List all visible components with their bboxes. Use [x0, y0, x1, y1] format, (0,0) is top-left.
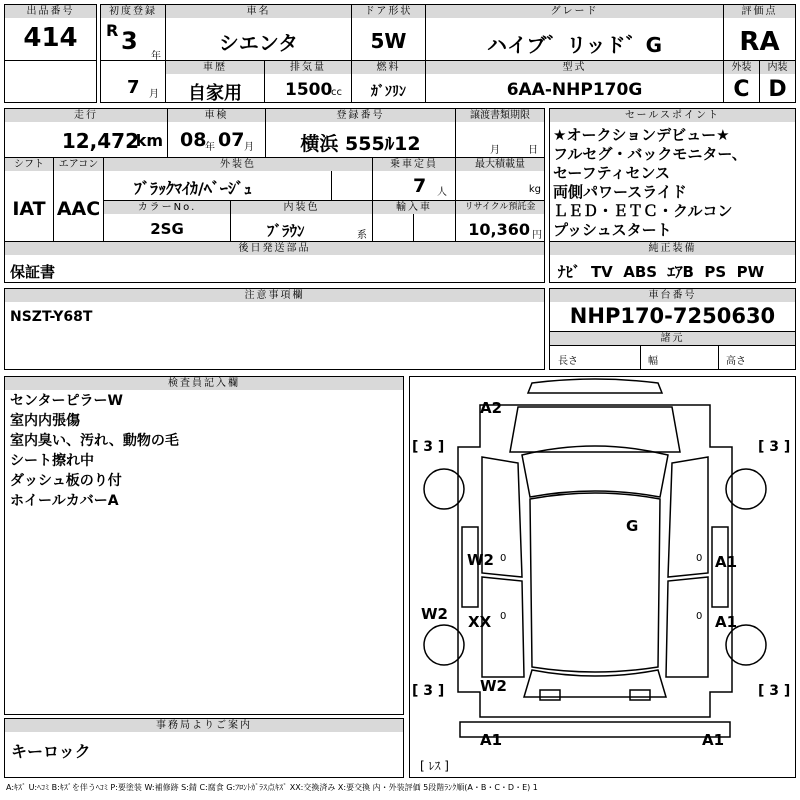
damage-W2-pillar: W2 — [421, 605, 448, 623]
import-label: 輸入車 — [373, 201, 455, 214]
transfer-month: 月 — [490, 145, 500, 156]
recycle-unit: 円 — [532, 230, 542, 241]
wheel-count-rr: [ 3 ] — [758, 683, 791, 699]
inspector-line: ホイールカバーA — [10, 493, 119, 509]
displacement: 1500 — [285, 80, 333, 100]
lot-number: 414 — [23, 23, 78, 53]
dim-height: 高さ — [726, 356, 746, 367]
sales-line: ★オークションデビュー★ — [553, 126, 730, 144]
dims-sep-2 — [718, 345, 719, 370]
era: R — [106, 21, 119, 40]
load-label: 最大積載量 — [456, 158, 544, 171]
roof — [530, 493, 660, 672]
office-text: キーロック — [11, 742, 91, 761]
interior-suffix: 系 — [357, 230, 367, 241]
score: RA — [739, 27, 780, 57]
car-outline — [410, 377, 795, 777]
registration-number: 横浜 555ﾙ12 — [300, 133, 421, 155]
windshield — [522, 446, 668, 497]
lot-cell — [4, 4, 97, 61]
sales-line: プッシュスタート — [553, 221, 672, 239]
load-cell — [455, 157, 545, 201]
inspector-line: 室内内張傷 — [10, 413, 80, 429]
chassis-label: 車台番号 — [550, 289, 795, 302]
month-unit: 月 — [149, 89, 159, 100]
insp-month: 07 — [218, 129, 245, 151]
capacity-unit: 人 — [437, 187, 447, 198]
fuel-cell — [351, 60, 426, 103]
mileage-label: 走行 — [5, 109, 167, 122]
color-label: 外装色 — [104, 158, 372, 171]
lot-blank — [4, 60, 97, 103]
ac-label: エアコン — [54, 158, 103, 171]
chassis-box — [549, 288, 796, 370]
door-marker: 0 — [696, 553, 703, 564]
history: 自家用 — [188, 83, 242, 103]
score-label: 評価点 — [724, 5, 795, 18]
capacity-cell — [372, 157, 456, 201]
car-name-cell — [165, 4, 352, 61]
mileage: 12,472 — [61, 129, 139, 153]
wheel-count-fr: [ 3 ] — [758, 439, 791, 455]
rear-window — [524, 670, 666, 697]
transfer-day: 日 — [528, 145, 538, 156]
notes-text: NSZT-Y68T — [10, 309, 93, 325]
exterior-grade: C — [733, 77, 750, 102]
damage-diagram — [409, 376, 796, 778]
recycle-label: リサイクル預託金 — [456, 201, 544, 214]
sales-line: フルセグ・バックモニター、 — [553, 145, 747, 163]
chassis-number: NHP170-7250630 — [569, 304, 776, 328]
damage-A2: A2 — [480, 399, 503, 417]
notes-box — [4, 288, 545, 370]
later-parts-cell — [4, 241, 545, 283]
office-box — [4, 718, 404, 778]
damage-G: G — [626, 517, 639, 535]
damage-W2-left-door: W2 — [467, 551, 494, 569]
damage-A1-right-rear: A1 — [715, 613, 738, 631]
model: 6AA-NHP170G — [506, 80, 643, 100]
inspector-line: センターピラーW — [10, 393, 123, 409]
sales-point-box — [549, 108, 796, 242]
dims-sep-1 — [640, 345, 641, 370]
ext-label: 外装 — [724, 61, 759, 74]
color-divider — [331, 171, 332, 201]
fuel: ｶﾞｿﾘﾝ — [371, 84, 406, 100]
mileage-cell — [4, 108, 168, 158]
inspector-line: ダッシュ板のり付 — [10, 473, 122, 489]
later-parts: 保証書 — [10, 263, 56, 281]
history-label: 車歴 — [166, 61, 264, 74]
body-color: ﾌﾞﾗｯｸﾏｲｶ/ﾍﾞｰｼﾞｭ — [134, 179, 252, 198]
interior-grade: D — [768, 77, 787, 102]
legend: A:ｷｽﾞ U:ﾍｺﾐ B:ｷｽﾞを伴うﾍｺﾐ P:要塗装 W:補修跡 S:錆 C:腐食 G:ﾌﾛﾝﾄｶﾞﾗｽ点ｷｽﾞ XX:交換済み X:要交換 内・外装評価 5段階ﾗﾝｸ順(A・B・C・D・E) 1 — [6, 783, 538, 792]
aircon: AAC — [56, 198, 101, 220]
history-cell — [165, 60, 265, 103]
sales-line: ＬＥＤ・ＥＴＣ・クルコン — [553, 202, 733, 220]
sales-line: セーフティセンス — [553, 164, 671, 182]
wheel-count-rl: [ 3 ] — [412, 683, 445, 699]
sales-label: セールスポイント — [550, 109, 795, 122]
recycle-fee: 10,360 — [468, 220, 530, 239]
interior-color-label: 内装色 — [231, 201, 372, 214]
car-name-label: 車名 — [166, 5, 351, 18]
model-label: 型式 — [426, 61, 723, 74]
displacement-cell — [264, 60, 352, 103]
equip-label: 純正装備 — [550, 242, 795, 255]
spare-tire: [ ﾚｽ ] — [420, 759, 449, 773]
capacity: 7 — [413, 175, 427, 197]
inspector-line: シート擦れ中 — [10, 453, 94, 469]
colorno-cell — [103, 200, 231, 242]
reg-year: 3 — [121, 27, 138, 55]
insp-month-unit: 月 — [244, 142, 254, 153]
recycle-cell — [455, 200, 545, 242]
disp-unit: cc — [331, 87, 342, 98]
damage-XX: XX — [468, 613, 492, 631]
interior-grade-cell — [759, 60, 796, 103]
grade: ハイブ゛リッド゛G — [486, 33, 663, 57]
year-unit: 年 — [151, 51, 161, 61]
dims-label: 諸元 — [550, 332, 795, 345]
color-cell — [103, 157, 373, 201]
capacity-label: 乗車定員 — [373, 158, 455, 171]
ac-cell — [53, 157, 104, 242]
inspection-label: 車検 — [168, 109, 265, 122]
transfer-cell — [455, 108, 545, 158]
tail-lamp-left — [540, 690, 560, 700]
load-unit: kg — [528, 184, 541, 195]
door-cell — [351, 4, 426, 61]
first-reg-label: 初度登録 — [101, 5, 165, 18]
interior-color: ﾌﾞﾗｳﾝ — [267, 222, 305, 240]
dim-length: 長さ — [558, 356, 578, 367]
colorno-label: カラーNo. — [104, 201, 230, 214]
car-name: シエンタ — [218, 31, 299, 55]
exterior-grade-cell — [723, 60, 760, 103]
shift-cell — [4, 157, 54, 242]
equipment: ﾅﾋﾞ TV ABS ｴｱB PS PW — [558, 263, 765, 281]
inspection-cell — [167, 108, 266, 158]
first-registration-cell — [100, 4, 166, 61]
disp-label: 排気量 — [265, 61, 351, 74]
front-bumper — [528, 379, 662, 393]
mileage-unit: km — [135, 131, 163, 150]
int-label: 内装 — [760, 61, 795, 74]
shift-label: シフト — [5, 158, 53, 171]
dim-width: 幅 — [648, 356, 658, 367]
damage-A1-rear-right: A1 — [702, 731, 725, 749]
grade-cell — [425, 4, 724, 61]
later-label: 後日発送部品 — [5, 242, 544, 255]
regno-cell — [265, 108, 456, 158]
grade-label: グレード — [426, 5, 723, 18]
color-number: 2SG — [150, 220, 184, 238]
damage-A1-rear-left: A1 — [480, 731, 503, 749]
damage-W2-rear: W2 — [480, 677, 507, 695]
reg-month-cell — [100, 60, 166, 103]
inspector-box — [4, 376, 404, 715]
right-rear-door — [666, 577, 708, 677]
insp-year-unit: 年 — [205, 142, 215, 153]
wheel-count-fl: [ 3 ] — [412, 439, 445, 455]
import-divider — [413, 214, 414, 242]
fuel-label: 燃料 — [352, 61, 425, 74]
shift: IAT — [12, 198, 46, 220]
score-cell — [723, 4, 796, 61]
door-marker: 0 — [696, 611, 703, 622]
equipment-box — [549, 241, 796, 283]
import-cell — [372, 200, 456, 242]
inspector-line: 室内臭い、汚れ、動物の毛 — [10, 433, 179, 449]
insp-year: 08 — [180, 129, 207, 151]
dims-divider — [550, 345, 795, 346]
door-label: ドア形状 — [352, 5, 425, 18]
tail-lamp-right — [630, 690, 650, 700]
transfer-label: 譲渡書類期限 — [456, 109, 544, 122]
door-marker: 0 — [500, 553, 507, 564]
lot-label: 出品番号 — [5, 5, 96, 18]
damage-A1-right-door: A1 — [715, 553, 738, 571]
interior-color-cell — [230, 200, 373, 242]
reg-month: 7 — [127, 77, 140, 98]
notes-label: 注意事項欄 — [5, 289, 544, 302]
office-label: 事務局よりご案内 — [5, 719, 403, 732]
sales-line: 両側パワースライド — [553, 183, 687, 201]
regno-label: 登録番号 — [266, 109, 455, 122]
model-cell — [425, 60, 724, 103]
door-marker: 0 — [500, 611, 507, 622]
door-type: 5W — [370, 29, 407, 53]
inspector-label: 検査員記入欄 — [5, 377, 403, 390]
